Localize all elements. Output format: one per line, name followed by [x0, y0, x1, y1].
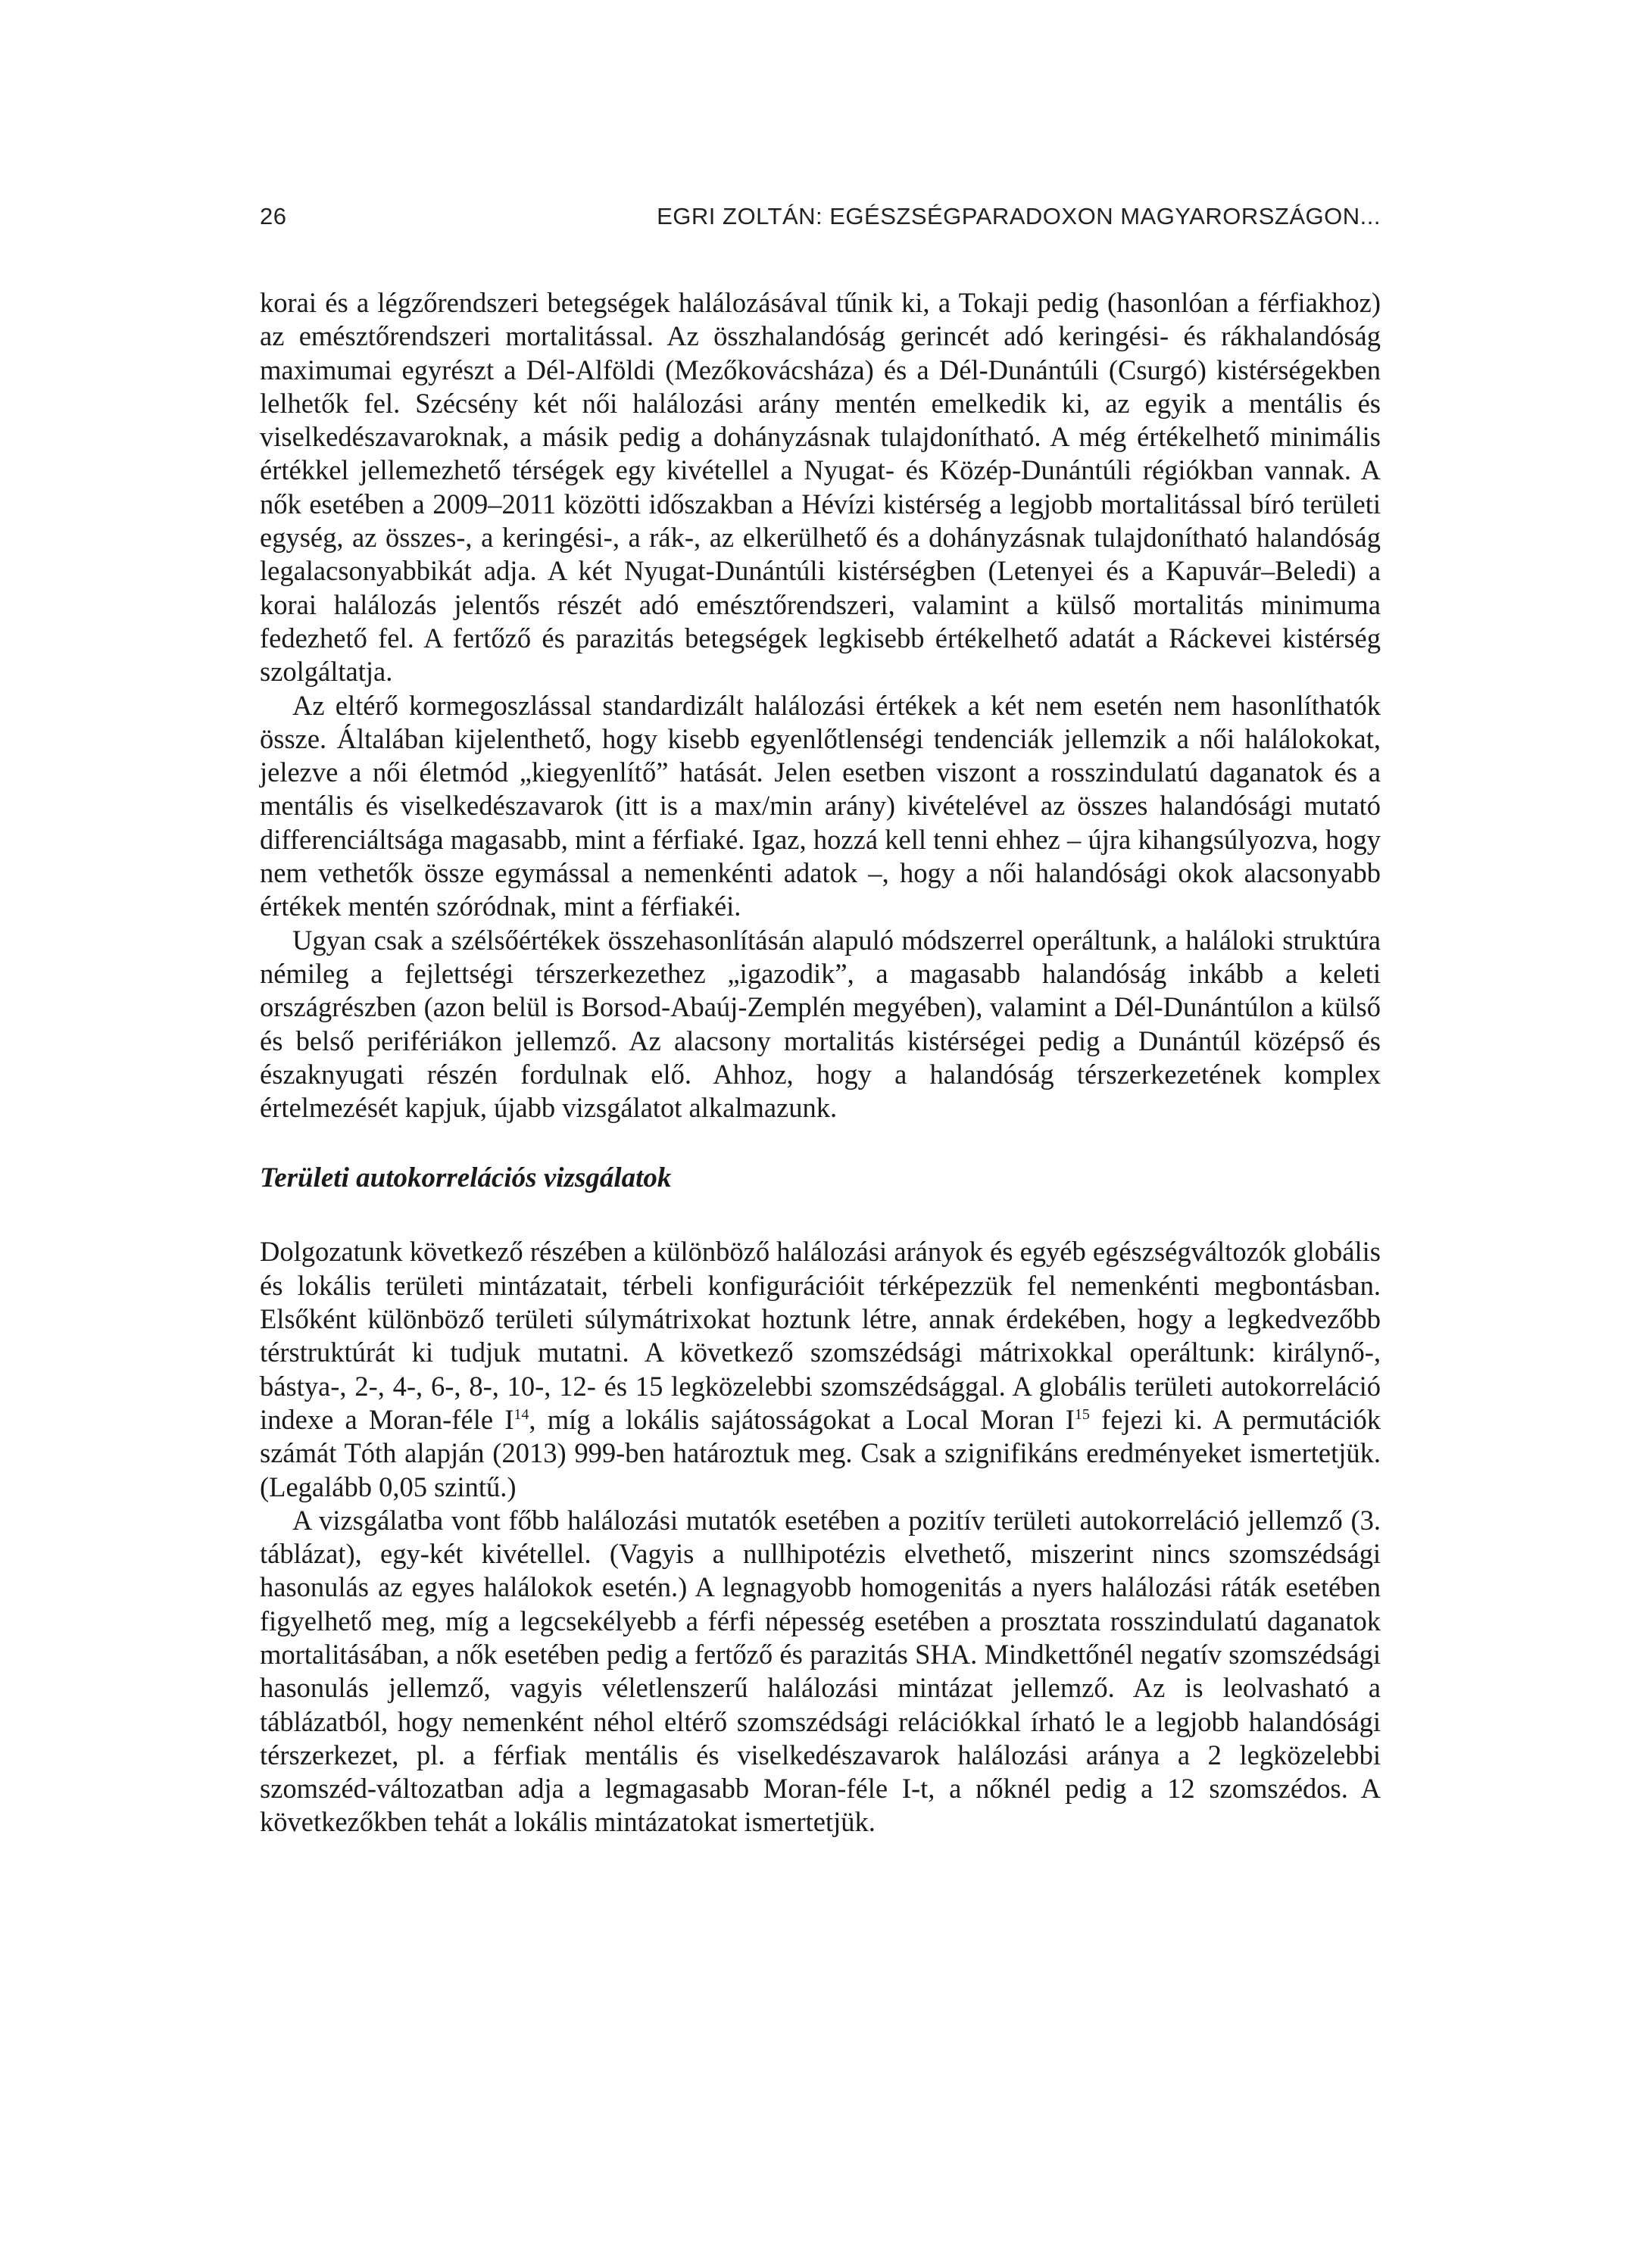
running-title: EGRI ZOLTÁN: EGÉSZSÉGPARADOXON MAGYARORSZÁGON... — [657, 203, 1381, 229]
paragraph: korai és a légzőrendszeri betegségek halálozásával tűnik ki, a Tokaji pedig (hasonlóan a férfiakhoz) az emésztőrendszeri mortalitással. Az összhalandóság gerincét adó keringési- és rákhalandóság maximumai egyrészt a Dél-Alföldi (Mezőkovácsháza) és a Dél-Dunántúli (Csurgó) kistérségekben lelhetők fel. Szécsény két női halálozási arány mentén emelkedik ki, az egyik a mentális és viselkedészavaroknak, a másik pedig a dohányzásnak tulajdonítható. A még értékelhető minimális értékkel jellemezhető térségek egy kivétellel a Nyugat- és Közép-Dunántúli régiókban vannak. A nők esetében a 2009–2011 közötti időszakban a Hévízi kistérség a legjobb mortalitással bíró területi egység, az összes-, a keringési-, a rák-, az elkerülhető és a dohányzásnak tulajdonítható halandóság legalacsonyabbikát adja. A két Nyugat-Dunántúli kistérségben (Letenyei és a Kapuvár–Beledi) a korai halálozás jelentős részét adó emésztőrendszeri, valamint a külső mortalitás minimuma fedezhető fel. A fertőző és parazitás betegségek legkisebb értékelhető adatát a Ráckevei kistérség szolgáltatja. — [260, 287, 1381, 688]
paragraph-text: fejezi ki. A permutációk számát Tóth alapján (2013) 999-ben határoztuk meg. Csak a szignifikáns eredményeket ismertetjük. (Legalább 0,05 szintű.) — [260, 1403, 1381, 1502]
footnote-reference[interactable]: 15 — [1074, 1405, 1090, 1423]
section-heading: Területi autokorrelációs vizsgálatok — [260, 1162, 672, 1194]
running-header — [260, 203, 1381, 236]
paragraph — [260, 1235, 1381, 1503]
paragraph: Ugyan csak a szélsőértékek összehasonlításán alapuló módszerrel operáltunk, a haláloki struktúra némileg a fejlettségi térszerkezethez „igazodik”, a magasabb halandóság inkább a keleti országrészben (azon belül is Borsod-Abaúj-Zemplén megyében), valamint a Dél-Dunántúlon a külső és belső perifériákon jellemző. Az alacsony mortalitás kistérségei pedig a Dunántúl középső és északnyugati részén fordulnak elő. Ahhoz, hogy a halandóság térszerkezetének komplex értelmezését kapjuk, újabb vizsgálatot alkalmazunk. — [260, 924, 1381, 1124]
paragraph-text: Dolgozatunk következő részében a különböző halálozási arányok és egyéb egészségváltozók globális és lokális területi mintázatait, térbeli konfigurációit térképezzük fel nemenkénti megbontásban. Elsőként különböző területi súlymátrixokat hoztunk létre, annak érdekében, hogy a legkedvezőbb térstruktúrát ki tudjuk mutatni. A következő szomszédsági mátrixokkal operáltunk: királynő-, bástya-, 2-, 4-, 6-, 8-, 10-, 12- és 15 legközelebbi szomszédsággal. A globális területi autokorreláció indexe a Moran-féle I — [260, 1236, 1381, 1435]
paragraph: A vizsgálatba vont főbb halálozási mutatók esetében a pozitív területi autokorreláció jellemző (3. táblázat), egy-két kivétellel. (Vagyis a nullhipotézis elvethető, miszerint nincs szomszédsági hasonulás az egyes halálokok esetén.) A legnagyobb homogenitás a nyers halálozási ráták esetében figyelhető meg, míg a legcsekélyebb a férfi népesség esetében a prosztata rosszindulatú daganatok mortalitásában, a nők esetében pedig a fertőző és parazitás SHA. Mindkettőnél negatív szomszédsági hasonulás jellemző, vagyis véletlenszerű halálozási mintázat jellemző. Az is leolvasható a táblázatból, hogy nemenként néhol eltérő szomszédsági relációkkal írható le a legjobb halandósági térszerkezet, pl. a férfiak mentális és viselkedészavarok halálozási aránya a 2 legközelebbi szomszéd-változatban adja a legmagasabb Moran-féle I-t, a nőknél pedig a 12 szomszédos. A következőkben tehát a lokális mintázatokat ismertetjük. — [260, 1504, 1381, 1838]
page-number: 26 — [260, 203, 287, 229]
paragraph-text: , míg a lokális sajátosságokat a Local Moran I — [529, 1403, 1075, 1435]
paragraph: Az eltérő kormegoszlással standardizált halálozási értékek a két nem esetén nem hasonlíthatók össze. Általában kijelenthető, hogy kisebb egyenlőtlenségi tendenciák jellemzik a női halálokokat, jelezve a női életmód „kiegyenlítő” hatását. Jelen esetben viszont a rosszindulatú daganatok és a mentális és viselkedészavarok (itt is a max/min arány) kivételével az összes halandósági mutató differenciáltsága magasabb, mint a férfiaké. Igaz, hozzá kell tenni ehhez – újra kihangsúlyozva, hogy nem vethetők össze egymással a nemenkénti adatok –, hogy a női halandósági okok alacsonyabb értékek mentén szóródnak, mint a férfiakéi. — [260, 689, 1381, 922]
footnote-reference[interactable]: 14 — [514, 1405, 529, 1423]
body-text — [260, 286, 1381, 1839]
